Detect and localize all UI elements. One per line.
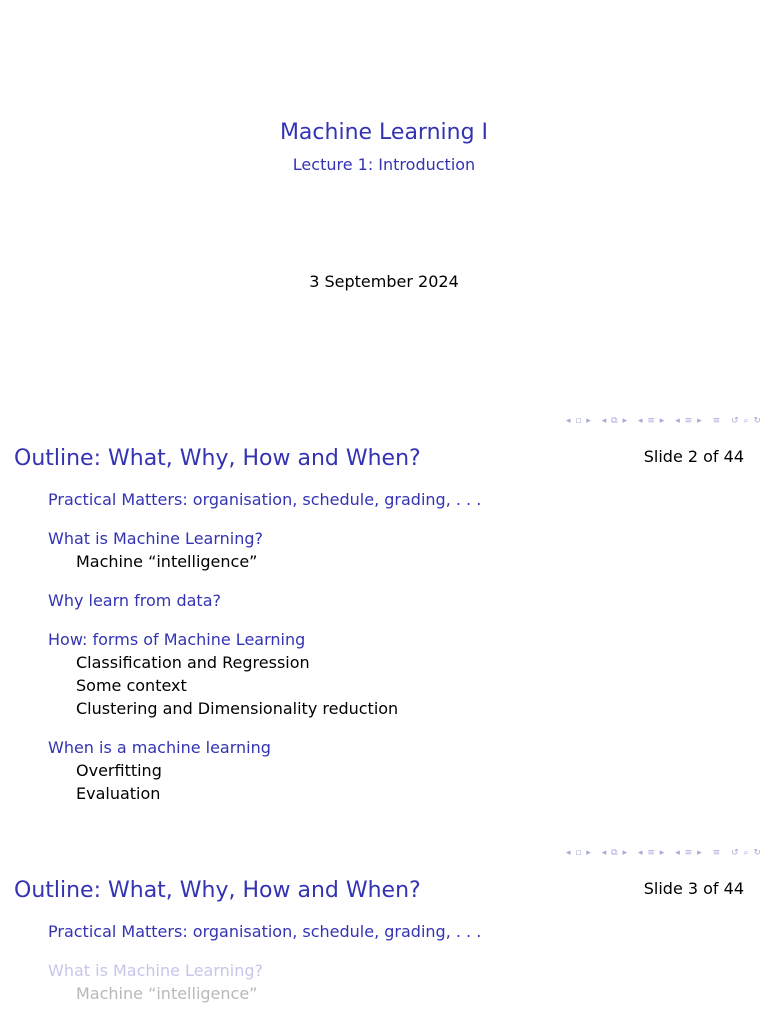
nav-prev-subsection-icon[interactable]: ◂ ≡ ▸ — [637, 848, 666, 858]
outline-subsection-intelligence[interactable]: Machine “intelligence” — [76, 984, 258, 1003]
nav-prev-frame-icon[interactable]: ◂ ▫ ▸ — [565, 848, 592, 858]
outline-section-what[interactable]: What is Machine Learning? — [48, 961, 264, 980]
nav-next-frame-icon[interactable]: ◂ ⧉ ▸ — [601, 416, 628, 426]
outline-section-how[interactable]: How: forms of Machine Learning — [48, 630, 306, 649]
outline-subsection-classification[interactable]: Classification and Regression — [76, 653, 310, 672]
nav-search-icon[interactable]: ↺ ⌕ ↻ — [731, 848, 762, 858]
nav-next-frame-icon[interactable]: ◂ ⧉ ▸ — [601, 848, 628, 858]
nav-menu-icon[interactable]: ≡ — [712, 848, 722, 858]
slide-number: Slide 3 of 44 — [643, 879, 744, 898]
outline-section-practical[interactable]: Practical Matters: organisation, schedule, grading, . . . — [48, 490, 482, 509]
presentation-date: 3 September 2024 — [309, 272, 459, 291]
outline-subsection-context[interactable]: Some context — [76, 676, 187, 695]
outline-subsection-clustering[interactable]: Clustering and Dimensionality reduction — [76, 699, 399, 718]
nav-section-icon[interactable]: ◂ ≡ ▸ — [675, 416, 703, 426]
outline-section-when[interactable]: When is a machine learning — [48, 738, 271, 757]
slide-number: Slide 2 of 44 — [643, 447, 744, 466]
outline-list — [48, 920, 748, 1005]
slide-title: Outline: What, Why, How and When? — [14, 878, 421, 903]
nav-search-icon[interactable]: ↺ ⌕ ↻ — [731, 416, 762, 426]
title-slide — [0, 0, 768, 432]
outline-subsection-evaluation[interactable]: Evaluation — [76, 784, 161, 803]
beamer-navigation-bar[interactable] — [566, 416, 762, 426]
slide-2 — [0, 446, 768, 846]
slide-title: Outline: What, Why, How and When? — [14, 446, 421, 471]
beamer-navigation-bar[interactable] — [566, 848, 762, 858]
presentation-title: Machine Learning I — [279, 120, 489, 145]
outline-subsection-overfitting[interactable]: Overfitting — [76, 761, 162, 780]
nav-prev-subsection-icon[interactable]: ◂ ≡ ▸ — [637, 416, 666, 426]
outline-section-why[interactable]: Why learn from data? — [48, 591, 221, 610]
outline-list — [48, 488, 748, 805]
outline-section-what[interactable]: What is Machine Learning? — [48, 529, 264, 548]
outline-section-practical[interactable]: Practical Matters: organisation, schedule, grading, . . . — [48, 922, 482, 941]
nav-menu-icon[interactable]: ≡ — [712, 416, 722, 426]
nav-prev-frame-icon[interactable]: ◂ ▫ ▸ — [565, 416, 592, 426]
presentation-subtitle: Lecture 1: Introduction — [292, 155, 476, 174]
nav-section-icon[interactable]: ◂ ≡ ▸ — [675, 848, 703, 858]
slide-3 — [0, 878, 768, 1024]
outline-subsection-intelligence[interactable]: Machine “intelligence” — [76, 552, 258, 571]
